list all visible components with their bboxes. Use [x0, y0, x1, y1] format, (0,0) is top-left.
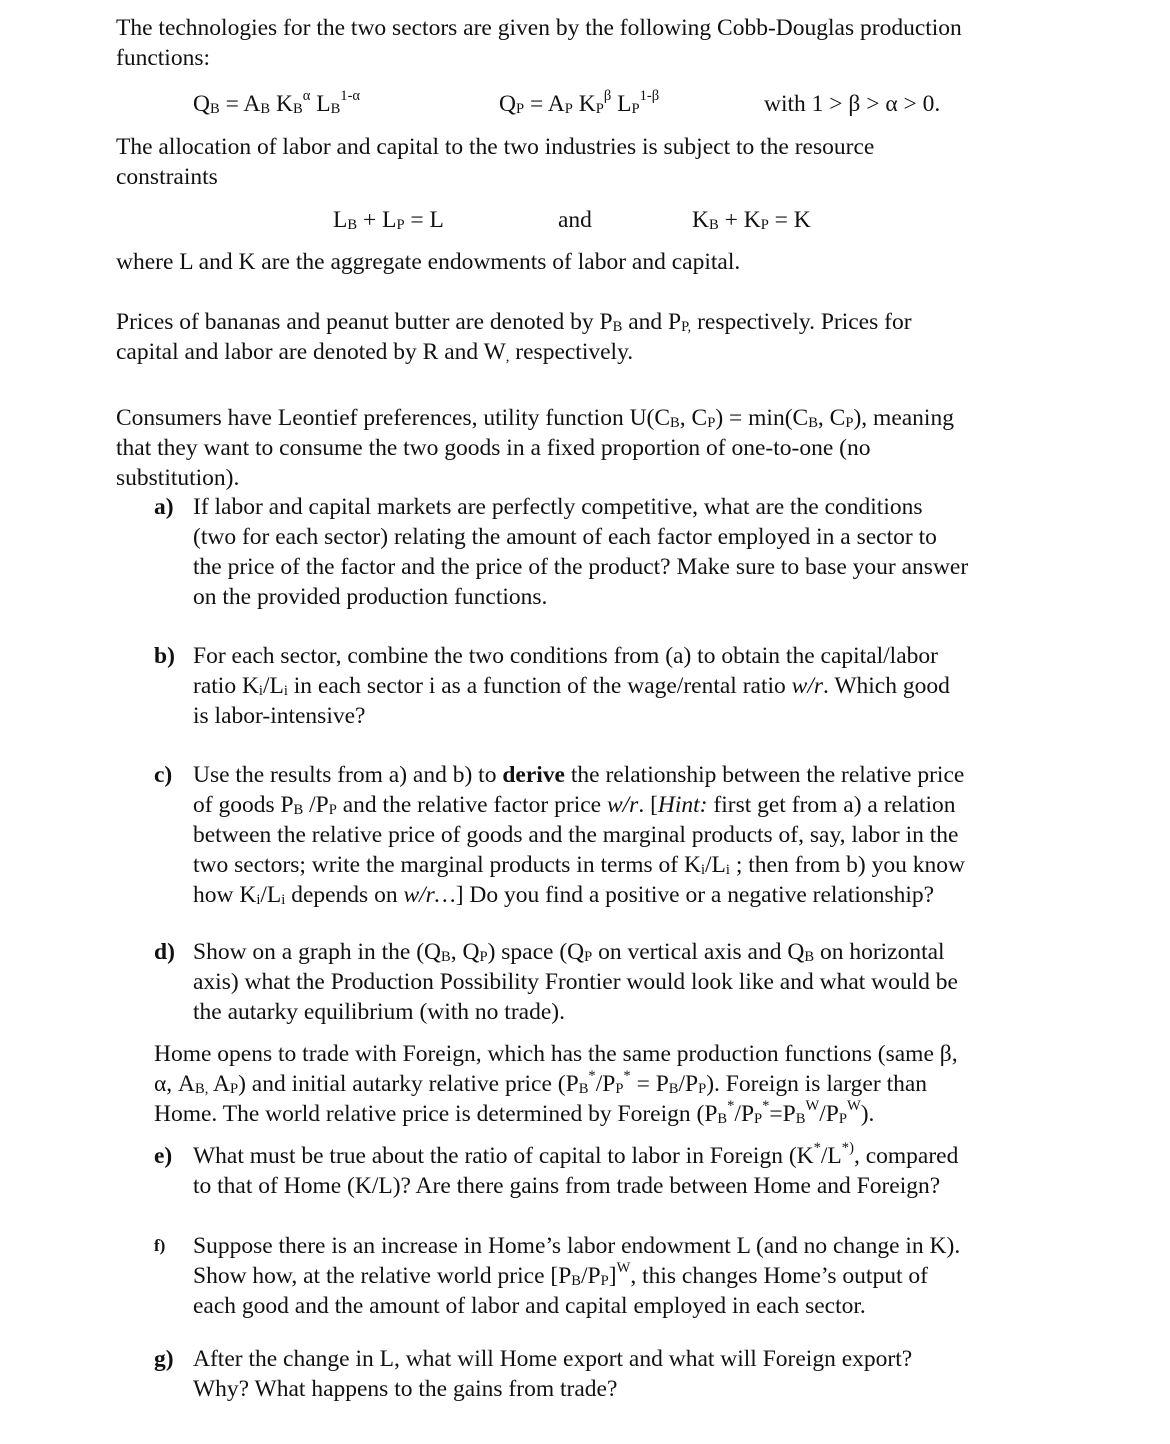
trade-paragraph: Home opens to trade with Foreign, which has the same production functions (same β, α, $A_{B,}$ $A_P$) and initial autarky relative price $(P_B^*/P_P^* = P_B/P_P)$. Foreign is larger than Home. The world relative price is determined by Foreign $(P_B^*/P_P^*=P_B^W/P_P^W)$. [154, 1041, 958, 1128]
question-c-label: c) [154, 762, 173, 788]
question-f-label: f) [154, 1236, 166, 1255]
prices-paragraph [116, 307, 1056, 367]
consumers-paragraph [116, 403, 1056, 493]
prices-line-1: Prices of bananas and peanut butter are denoted by $P_B$ and $P_{P,}$ respectively. Prices for [116, 309, 912, 336]
banana-production-function: $Q_B = A_B$ $K_B^\alpha$ $L_B^{1-\alpha}$ [193, 88, 361, 118]
intro-line-2: functions: [116, 45, 210, 71]
question-c-text: Use the results from a) and b) to derive the relationship between the relative price of goods $P_B$ $/P_P$ and the relative factor price w/r. [Hint: first get from a) a relation between the relative price of goods and the marginal products of, say, labor in the two sectors; write the marginal products in terms of $K_i/L_i$ ; then from b) you know how $K_i/L_i$ depends on w/r…] Do you find a positive or a negative relationship? [193, 762, 965, 909]
question-a-label: a) [154, 494, 174, 520]
constraints-and: and [558, 207, 592, 233]
allocation-line-2: constraints [116, 164, 218, 190]
question-g-label: g) [154, 1346, 174, 1372]
question-d-label: d) [154, 939, 175, 965]
question-d-text: Show on a graph in the ($Q_B$, $Q_P$) space ($Q_P$ on vertical axis and $Q_B$ on horizontal axis) what the Production Possibility Frontier would look like and what would be the autarky equilibrium (with no trade). [193, 939, 958, 1025]
allocation-line-1: The allocation of labor and capital to the two industries is subject to the resource [116, 134, 875, 160]
prices-line-2: capital and labor are denoted by R and $W_,$ respectively. [116, 339, 634, 366]
consumers-line-1: Consumers have Leontief preferences, utility function $U(C_B$, $C_P) = \min(C_B$, $C_P$), meaning [116, 405, 954, 432]
intro-line-1: The technologies for the two sectors are given by the following Cobb-Douglas production [116, 15, 962, 41]
capital-constraint: $K_B + K_P = K$ [692, 207, 811, 234]
peanut-production-function: $Q_P = A_P$ $K_P^\beta$ $L_P^{1-\beta}$ [499, 88, 660, 118]
question-e-label: e) [154, 1143, 173, 1169]
intro-paragraph [116, 13, 1056, 73]
parameter-condition: with 1 > β > α > 0. [764, 91, 941, 117]
question-e-text: What must be true about the ratio of capital to labor in Foreign (K*/L*), compared to that of Home (K/L)? Are there gains from trade between Home and Foreign? [193, 1140, 959, 1199]
consumers-line-2: that they want to consume the two goods in a fixed proportion of one-to-one (no [116, 435, 871, 461]
question-b-text: For each sector, combine the two conditions from (a) to obtain the capital/labor ratio $K_i/L_i$ in each sector i as a function of the wage/rental ratio w/r. Which good is labor-intensive? [193, 643, 950, 729]
consumers-line-3: substitution). [116, 465, 240, 491]
question-f-text: Suppose there is an increase in Home’s labor endowment L (and no change in K). Show how, at the relative world price $[P_B/P_P]^W$, this changes Home’s output of each good and the amount of labor and capital employed in each sector. [193, 1233, 961, 1319]
question-a-text: If labor and capital markets are perfectly competitive, what are the conditions (two for each sector) relating the amount of each factor employed in a sector to the price of the factor and the price of the product? Make sure to base your answer on the provided production functions. [193, 494, 969, 610]
question-b-label: b) [154, 643, 175, 669]
labor-constraint: $L_B + L_P = L$ [333, 207, 444, 234]
allocation-paragraph [116, 132, 1056, 192]
question-g-text: After the change in L, what will Home export and what will Foreign export? Why? What happens to the gains from trade? [193, 1346, 913, 1402]
endowments-line: where L and K are the aggregate endowments of labor and capital. [116, 249, 741, 275]
